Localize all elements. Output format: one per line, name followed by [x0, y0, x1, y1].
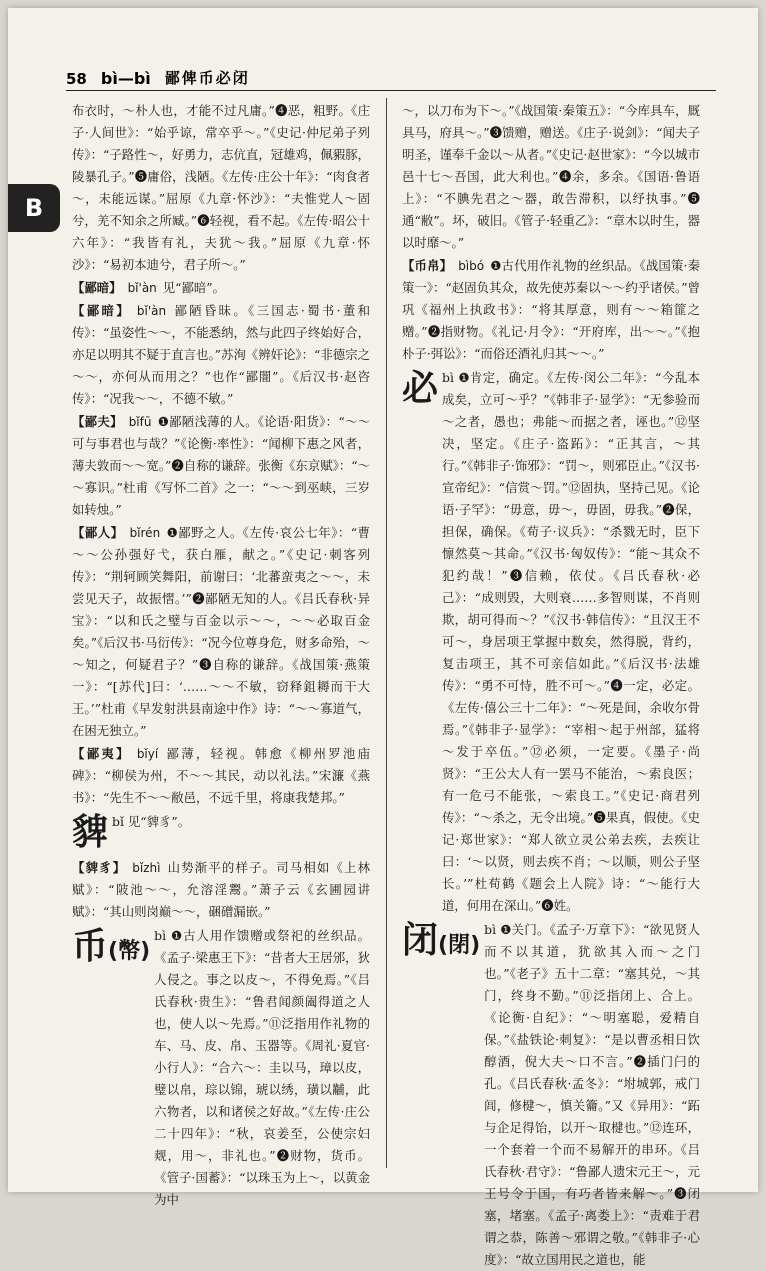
- headword-glyph: 貏: [72, 812, 109, 853]
- headword-glyph: 必: [402, 368, 439, 409]
- compound-entry: [72, 277, 370, 299]
- compound-pinyin: bǐrén: [129, 526, 161, 540]
- headword-glyph: 闭: [402, 920, 439, 961]
- definition-text: ❶鄙野之人。《左传·哀公七年》：“曹～～公孙强好弋，获白雁，献之。”《史记·刺客列传》：“荆轲顾笑舞阳，前谢曰：‘北蕃蛮夷之～～，未尝见天子，故振慴。’”❷鄙陋无知的人。《吕氏春秋·异宝》：“以和氏之璧与百金以示～～，～～必取百金矣。”《后汉书·马衍传》：“况今位尊身危，财多命殆，～～知之，何疑君子？”❸自称的谦辞。《战国策·燕策一》：“[苏代]曰：‘……～～不敏，窃释鉏耨而干大王。’”杜甫《早发射洪县南途中作》诗：“～～寡道气，在困无独立。”: [72, 525, 370, 738]
- compound-entry: [72, 411, 370, 521]
- compound-entry: [72, 522, 370, 742]
- headword-entry: [72, 925, 370, 1211]
- definition-text: 见“鄙暗”。: [162, 280, 226, 295]
- headword-char: [72, 925, 150, 974]
- compound-term: 【币帛】: [402, 258, 453, 273]
- headword-entry: [402, 367, 700, 917]
- headword-glyph: 币: [72, 926, 109, 967]
- compound-term: 【鄙暗】: [72, 280, 122, 295]
- definition-text: 鄙薄，轻视。韩愈《柳州罗池庙碑》：“柳侯为州，不～～其民，动以礼法。”宋濂《燕书》：“先生不～～敝邑，不远千里，将康我楚邦。”: [72, 746, 371, 805]
- compound-entry: [72, 743, 370, 809]
- left-column: [72, 100, 371, 1207]
- header-headwords: 鄙俾币必闭: [164, 69, 250, 87]
- compound-pinyin: bǐyí: [136, 747, 159, 761]
- headword-char: [72, 811, 108, 855]
- compound-pinyin: bǐfū: [128, 415, 152, 429]
- compound-pinyin: bǐzhì: [132, 861, 161, 875]
- definition-text: bì ❶肯定，确定。《左传·闵公二年》：“今乱本成矣，立可～乎？”《韩非子·显学》：“无参验而～之者，愚也；弗能～而据之者，诬也。”⑫坚决，坚定。《庄子·盗跖》：“正其言，～其行。”《韩非子·饰邪》：“罚～，则邪臣止。”《汉书·宣帝纪》：“信赏～罚。”⑫固执，坚持己见。《论语·子罕》：“毋意，毋～，毋固，毋我。”❷保，担保，确保。《荀子·议兵》：“杀戮无时，臣下懔然莫～其命。”《汉书·匈奴传》：“能～其众不犯约哉！”❸信赖，依仗。《吕氏春秋·必己》：“成则毁，大则衰……多智则谋，不肖则欺，胡可得而～？”《汉书·韩信传》：“且汉王不可～，身居项王掌握中数矣，然得脱，背约，复击项王，其不可亲信如此。”《后汉书·法雄传》：“勇不可恃，胜不可～。”❹一定，必定。《左传·僖公三十二年》：“～死是间，余收尔骨焉。”《韩非子·显学》：“宰相～起于州部，猛将～发于卒伍。”⑫必须，一定要。《墨子·尚贤》：“王公大人有一罢马不能治，～索良医；有一危弓不能张，～索良工。”《史记·商君列传》：“～杀之，无令出境。”❺果真，假使。《史记·郑世家》：“郑人欲立灵公弟去疾，去疾让曰：‘～以贤，则去疾不肖；～以顺，则公子坚长。’”杜荀鹤《题会上人院》诗：“～能行大道，何用在深山。”❻姓。: [442, 370, 700, 913]
- column-divider: [386, 98, 387, 1168]
- compound-term: 【鄙暗】: [72, 303, 131, 318]
- headword-entry: [72, 811, 370, 855]
- compound-term: 【鄙夫】: [72, 414, 123, 429]
- compound-pinyin: bìbó: [458, 259, 485, 273]
- continued-text: ～，以刀布为下～。”《战国策·秦策五》：“今库具车，厩具马，府具～。”❸馈赠，赠送。《庄子·说剑》：“闻夫子明圣，谨奉千金以～从者。”《史记·赵世家》：“今以城市邑十七～吾国，此大利也。”❹余，多余。《国语·鲁语上》：“不腆先君之～器，敢告滞积，以纾执事。”❺通“敝”。坏，破旧。《管子·轻重乙》：“章木以时生，器以时靡～。”: [402, 103, 700, 250]
- definition-text: 鄙陋昏昧。《三国志·蜀书·董和传》：“虽姿性～～，不能悉纳，然与此四子终始好合，亦足以明其不疑于直言也。”苏洵《辨奸论》：“非德宗之～～，亦何从而用之？”也作“鄙闇”。《后汉书·赵咨传》：“况我～～，不德不敏。”: [72, 303, 370, 406]
- letter-tab: B: [8, 184, 60, 232]
- compound-pinyin: bǐ'àn: [136, 304, 167, 318]
- dictionary-page: [8, 8, 758, 1267]
- compound-entry: [72, 857, 370, 923]
- traditional-form: (閉): [438, 933, 481, 958]
- definition-text: 山势渐平的样子。司马相如《上林赋》：“陂池～～，允溶淫鬻。”萧子云《玄圃园讲赋》：“其山则岗巅～～，硱磳漏嵌。”: [72, 860, 371, 919]
- pinyin-range: bì—bì: [100, 69, 151, 88]
- compound-entry: [72, 300, 370, 410]
- traditional-form: (幣): [108, 939, 151, 964]
- headword-entry: [402, 919, 700, 1271]
- compound-term: 【貏豸】: [72, 860, 127, 875]
- compound-pinyin: bǐ'àn: [127, 281, 157, 295]
- definition-text: bǐ 见“貏豸”。: [112, 814, 191, 829]
- definition-text: ❶鄙陋浅薄的人。《论语·阳货》：“～～可与事君也与哉？”《论衡·率性》：“闻柳下惠之风者，薄夫敦而～～宽。”❷自称的谦辞。张衡《东京赋》：“～～寡识。”杜甫《写怀二首》之一：“～～到巫峡，三岁如转烛。”: [72, 414, 371, 517]
- compound-entry: [402, 255, 700, 365]
- page-header: [66, 60, 716, 91]
- compound-term: 【鄙人】: [72, 525, 124, 540]
- definition-text: ❶古代用作礼物的丝织品。《战国策·秦策一》：“赵固负其众，故先使苏秦以～～约乎诸侯。”曾巩《福州上执政书》：“将其厚意，则有～～箱篚之赠。”❷指财物。《礼记·月令》：“开府库，出～～。”《抱朴子·弭讼》：“而俗还酒礼归其～～。”: [402, 258, 700, 361]
- definition-text: bì ❶关门。《孟子·万章下》：“欲见贤人而不以其道，犹欲其入而～之门也。”《老子》五十二章：“塞其兑，～其门，终身不勤。”⑪泛指闭上、合上。《论衡·自纪》：“～明塞聪，爱精自保。”《盐铁论·刺复》：“是以曹丞相日饮醇酒，倪大夫～口不言。”❷插门闩的孔。《吕氏春秋·孟冬》：“坿城郭，戒门闾，修楗～，慎关籥。”又《异用》：“跖与企足得饴，以开～取楗也。”⑫连环，一个套着一个而不易解开的串环。《吕氏春秋·君守》：“鲁鄙人遗宋元王～，元王号令于国，有巧者皆来解～。”❸闭塞，堵塞。《孟子·离娄上》：“责难于君谓之恭，陈善～邪谓之敬。”《韩非子·心度》：“故立国用民之道也，能: [484, 922, 700, 1267]
- headword-char: [402, 919, 480, 968]
- headword-char: [402, 367, 438, 411]
- page-number: 58: [66, 70, 87, 88]
- continued-text: 布衣时，～朴人也，才能不过凡庸。”❹恶，粗野。《庄子·人间世》：“始乎谅，常卒乎～。”《史记·仲尼弟子列传》：“子路性～，好勇力，志伉直，冠雄鸡，佩豭豚，陵暴孔子。”❺庸俗，浅陋。《左传·庄公十年》：“肉食者～，未能远谋。”屈原《九章·怀沙》：“夫惟党人～固兮，羌不知余之所臧。”❻轻视，看不起。《左传·昭公十六年》：“我皆有礼，夫犹～我。”屈原《九章·怀沙》：“易初本迪兮，君子所～。”: [72, 103, 370, 272]
- right-column: [402, 100, 700, 1267]
- compound-term: 【鄙夷】: [72, 746, 131, 761]
- definition-text: bì ❶古人用作馈赠或祭祀的丝织品。《孟子·梁惠王下》：“昔者大王居邠，狄人侵之。事之以皮～，不得免焉。”《吕氏春秋·贵生》：“鲁君闻颜阖得道之人也，使人以～先焉。”⑪泛指用作礼物的车、马、皮、帛、玉器等。《周礼·夏官·小行人》：“合六～：圭以马，璋以皮，璧以帛，琮以锦，琥以绣，璜以黼，此六物者，以和诸侯之好故。”《左传·庄公二十四年》：“秋，哀姜至，公使宗妇觌，用～，非礼也。”❷财物，货币。《管子·国蓄》：“以珠玉为上～，以黄金为中: [154, 928, 370, 1207]
